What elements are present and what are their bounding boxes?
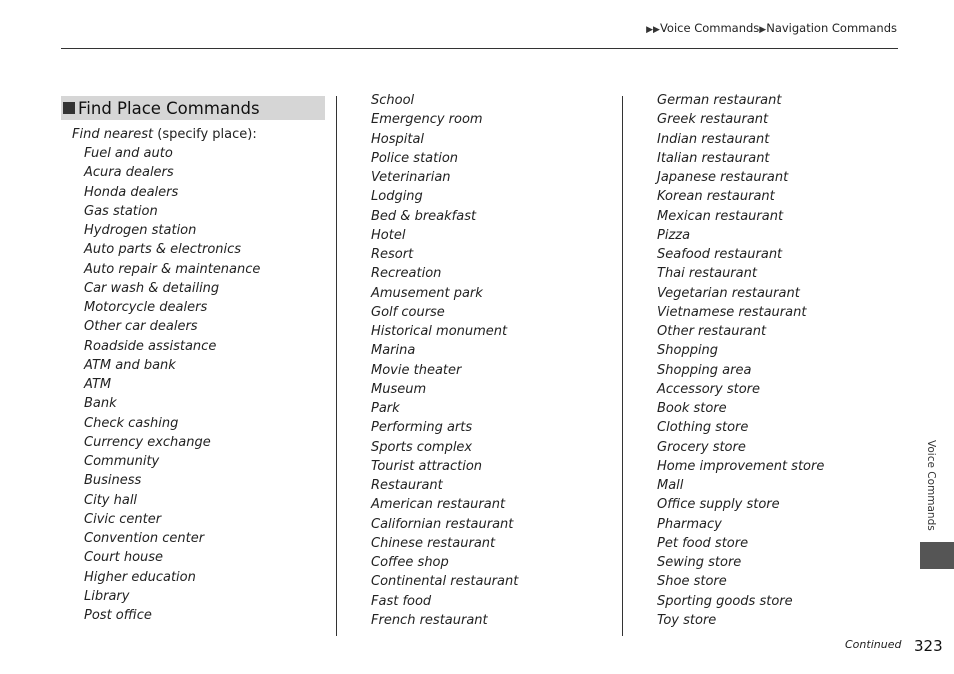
command-item: ATM and bank [84,357,176,373]
column-divider [336,96,337,636]
command-item: Indian restaurant [657,131,770,147]
command-item: Clothing store [657,420,749,436]
command-item: School [371,93,415,108]
command-item: Business [84,473,142,489]
breadcrumb [646,21,897,35]
command-item: Amusement park [371,285,483,301]
command-item: ATM [84,377,112,392]
command-item: Toy store [657,612,717,628]
command-item: Recreation [371,266,442,282]
command-item: Hydrogen station [84,223,197,238]
command-list-column-3 [657,91,824,630]
command-item: Fast food [371,593,432,609]
command-item: Book store [657,401,727,416]
breadcrumb-item-navigation-commands[interactable]: Navigation Commands [766,21,897,35]
command-item: Movie theater [371,362,462,378]
command-item: Other car dealers [84,319,198,335]
command-item: Convention center [84,531,205,546]
square-bullet-icon [63,102,75,114]
command-item: Restaurant [371,478,443,493]
side-tab-marker[interactable] [920,542,954,569]
section-header [61,96,325,120]
page-number: 323 [914,637,943,655]
command-item: Veterinarian [371,170,451,185]
command-item: Pet food store [657,535,749,551]
breadcrumb-arrows-icon: ▶▶ [646,25,660,35]
command-item: Office supply store [657,497,780,513]
command-item: Tourist attraction [371,458,483,474]
command-item: Emergency room [371,112,483,128]
command-item: Sporting goods store [657,593,793,609]
command-item: Seafood restaurant [657,247,783,262]
command-item: Roadside assistance [84,338,217,354]
command-item: Sewing store [657,555,742,570]
command-item: French restaurant [371,612,488,628]
command-item: Accessory store [657,381,761,397]
command-item: Currency exchange [84,434,211,450]
command-item: Japanese restaurant [657,170,789,185]
command-item: Fuel and auto [84,146,173,161]
intro-line [72,125,257,144]
command-item: Korean restaurant [657,189,775,205]
command-item: Motorcycle dealers [84,300,208,315]
intro-command: Find nearest [72,127,154,142]
command-item: Shoe store [657,574,727,590]
command-item: Honda dealers [84,184,179,200]
command-item: Park [371,401,400,416]
command-item: Higher education [84,569,196,585]
command-item: Hotel [371,227,406,243]
command-list-column-2 [371,91,518,630]
breadcrumb-separator-icon: ▶ [759,25,767,35]
command-list-column-1 [84,144,260,625]
command-item: Civic center [84,511,162,527]
breadcrumb-item-voice-commands[interactable]: Voice Commands [659,21,760,35]
command-item: Resort [371,247,414,262]
command-item: Post office [84,608,152,623]
command-item: Historical monument [371,324,508,339]
command-item: Grocery store [657,439,746,455]
command-item: Auto parts & electronics [84,242,242,258]
command-item: Continental restaurant [371,574,519,590]
command-item: Other restaurant [657,324,767,339]
command-item: American restaurant [371,497,506,513]
command-item: Coffee shop [371,555,449,570]
command-item: Lodging [371,189,423,205]
command-item: Community [84,454,160,469]
command-item: Pharmacy [657,516,722,532]
command-item: Car wash & detailing [84,280,220,296]
command-item: Mexican restaurant [657,208,784,224]
command-item: Hospital [371,131,425,147]
section-title: Find Place Commands [78,98,260,118]
command-item: Marina [371,343,416,359]
command-item: Check cashing [84,415,179,431]
command-item: German restaurant [657,93,782,108]
command-item: Museum [371,381,427,397]
command-item: Shopping area [657,362,752,378]
command-item: Bank [84,396,117,412]
command-item: Californian restaurant [371,516,514,532]
command-item: Acura dealers [84,165,174,181]
command-item: Greek restaurant [657,112,769,128]
command-item: Chinese restaurant [371,535,496,551]
command-item: Italian restaurant [657,150,770,166]
command-item: Sports complex [371,439,473,455]
command-item: Gas station [84,203,158,219]
command-item: Vegetarian restaurant [657,285,800,301]
intro-note: (specify place): [153,127,257,142]
side-tab-label: Voice Commands [925,440,937,531]
command-item: Auto repair & maintenance [84,261,261,277]
continued-label: Continued [845,638,902,651]
command-item: Library [84,588,130,604]
column-divider [622,96,623,636]
command-item: Performing arts [371,420,473,436]
command-item: Thai restaurant [657,266,757,282]
command-item: Court house [84,550,164,566]
command-item: Bed & breakfast [371,208,477,224]
command-item: Mall [657,478,684,493]
command-item: Police station [371,150,459,166]
command-item: Golf course [371,304,445,320]
command-item: City hall [84,492,138,508]
top-divider [61,48,898,49]
command-item: Vietnamese restaurant [657,304,807,320]
command-item: Shopping [657,343,719,359]
command-item: Pizza [657,227,691,243]
command-item: Home improvement store [657,458,825,474]
